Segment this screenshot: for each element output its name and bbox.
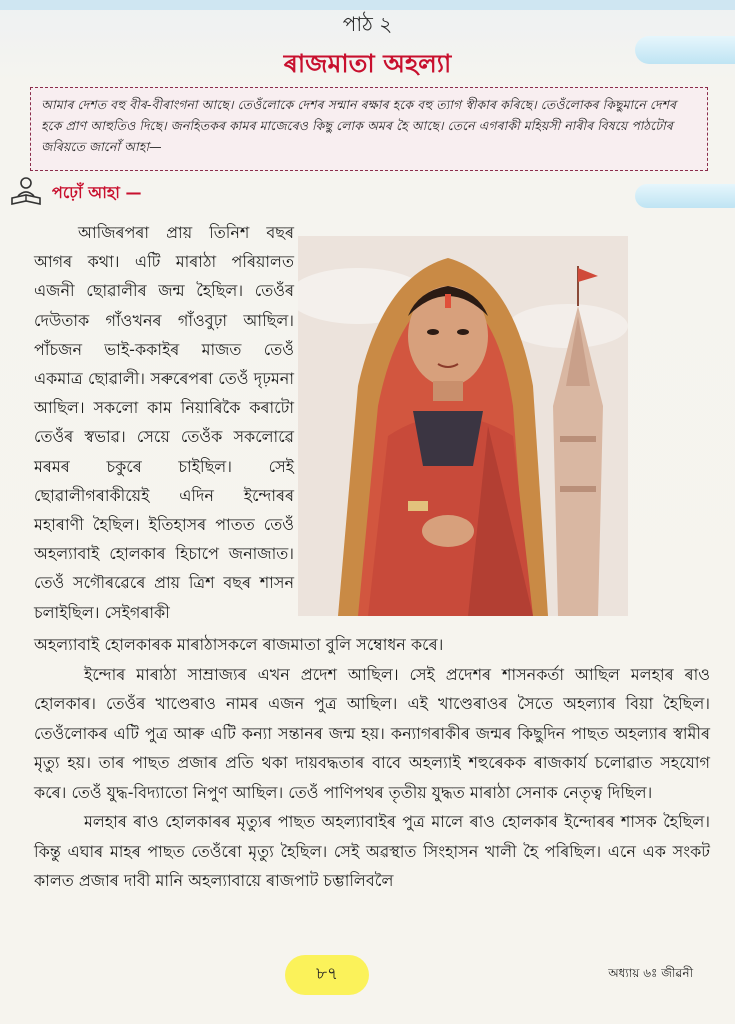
cloud-decoration — [635, 184, 735, 208]
story-body — [34, 630, 710, 896]
intro-box — [30, 87, 708, 171]
read-prompt: পঢ়োঁ আহা — — [52, 182, 142, 202]
top-decor-strip — [0, 0, 735, 10]
story-continuation: অহল্যাবাই হোলকাৰক মাৰাঠাসকলে ৰাজমাতা বুলি সম্বোধন কৰে। — [34, 635, 444, 654]
page-number-badge — [285, 955, 369, 995]
lesson-number: পাঠ ২ — [342, 12, 393, 36]
story-paragraph-2: ইন্দোৰ মাৰাঠা সাম্ৰাজ্যৰ এখন প্ৰদেশ আছিল। সেই প্ৰদেশৰ শাসনকৰ্তা আছিল মলহাৰ ৰাও হোলকাৰ। তেওঁৰ খাণ্ডেৰাও নামৰ এজন পুত্ৰ আছিল। এই খাণ্ডেৰাওৰ সৈতে অহল্যাৰ বিয়া হৈছিল। তেওঁলোকৰ এটি পুত্ৰ আৰু এটি কন্যা সন্তানৰ জন্ম হয়। কন্যাগৰাকীৰ জন্মৰ কিছুদিন পাছত অহল্যাৰ স্বামীৰ মৃত্যু হয়। তাৰ পাছত প্ৰজাৰ প্ৰতি থকা দায়বদ্ধতাৰ বাবে অহল্যাই শহুৰেকক ৰাজকাৰ্য চলোৱাত সহযোগ কৰে। তেওঁ যুদ্ধ-বিদ্যাতো নিপুণ আছিল। তেওঁ পাণিপথৰ তৃতীয় যুদ্ধত মাৰাঠা সেনাক নেতৃত্ব দিছিল। — [34, 664, 710, 802]
story-paragraph-1: আজিৰপৰা প্ৰায় তিনিশ বছৰ আগৰ কথা। এটি মাৰাঠা পৰিয়ালত এজনী ছোৱালীৰ জন্ম হৈছিল। তেওঁৰ দেউতাক গাঁওখনৰ গাঁওবুঢ়া আছিল। পাঁচজন ভাই-ককাইৰ মাজত তেওঁ একমাত্ৰ ছোৱালী। সৰুৰেপৰা তেওঁ দৃঢ়মনা আছিল। সকলো কাম নিয়াৰিকৈ কৰাটো তেওঁৰ স্বভাৱ। সেয়ে তেওঁক সকলোৱে মৰমৰ চকুৰে চাইছিল। সেই ছোৱালীগৰাকীয়েই এদিন ইন্দোৰৰ মহাৰাণী হৈছিল। ইতিহাসৰ পাতত তেওঁ অহল্যাবাই হোলকাৰ হিচাপে জনাজাত। তেওঁ সগৌৰৱেৰে প্ৰায় ত্ৰিশ বছৰ শাসন চলাইছিল। সেইগৰাকী — [34, 223, 294, 622]
lesson-title: ৰাজমাতা অহল্যা — [283, 49, 452, 78]
chapter-label: অধ্যায় ৬ঃ জীৱনী — [608, 966, 693, 980]
reading-child-icon — [8, 176, 44, 210]
story-paragraph-3: মলহাৰ ৰাও হোলকাৰৰ মৃত্যুৰ পাছত অহল্যাবাইৰ পুত্ৰ মালে ৰাও হোলকাৰ ইন্দোৰৰ শাসক হৈছিল। কিন্তু এঘাৰ মাহৰ পাছত তেওঁৰো মৃত্যু হৈছিল। সেই অৱস্থাত সিংহাসন খালী হৈ পৰিছিল। এনে এক সংকট কালত প্ৰজাৰ দাবী মানি অহল্যাবায়ে ৰাজপাট চম্ভালিবলৈ — [34, 812, 710, 890]
intro-text: আমাৰ দেশত বহু বীৰ-বীৰাংগনা আছে। তেওঁলোকে দেশৰ সন্মান ৰক্ষাৰ হকে বহু ত্যাগ স্বীকাৰ কৰিছে। তেওঁলোকৰ কিছুমানে দেশৰ হকে প্ৰাণ আহুতিও দিছে। জনহিতকৰ কামৰ মাজেৰেও কিছু লোক অমৰ হৈ আছে। তেনে এগৰাকী মহিয়সী নাৰীৰ বিষয়ে পাঠটোৰ জৰিয়তে জানোঁ আহা— — [41, 97, 677, 154]
page-number: ৮৭ — [315, 964, 339, 984]
ahilyabai-portrait-illustration — [298, 236, 628, 616]
read-prompt-row — [8, 178, 142, 208]
